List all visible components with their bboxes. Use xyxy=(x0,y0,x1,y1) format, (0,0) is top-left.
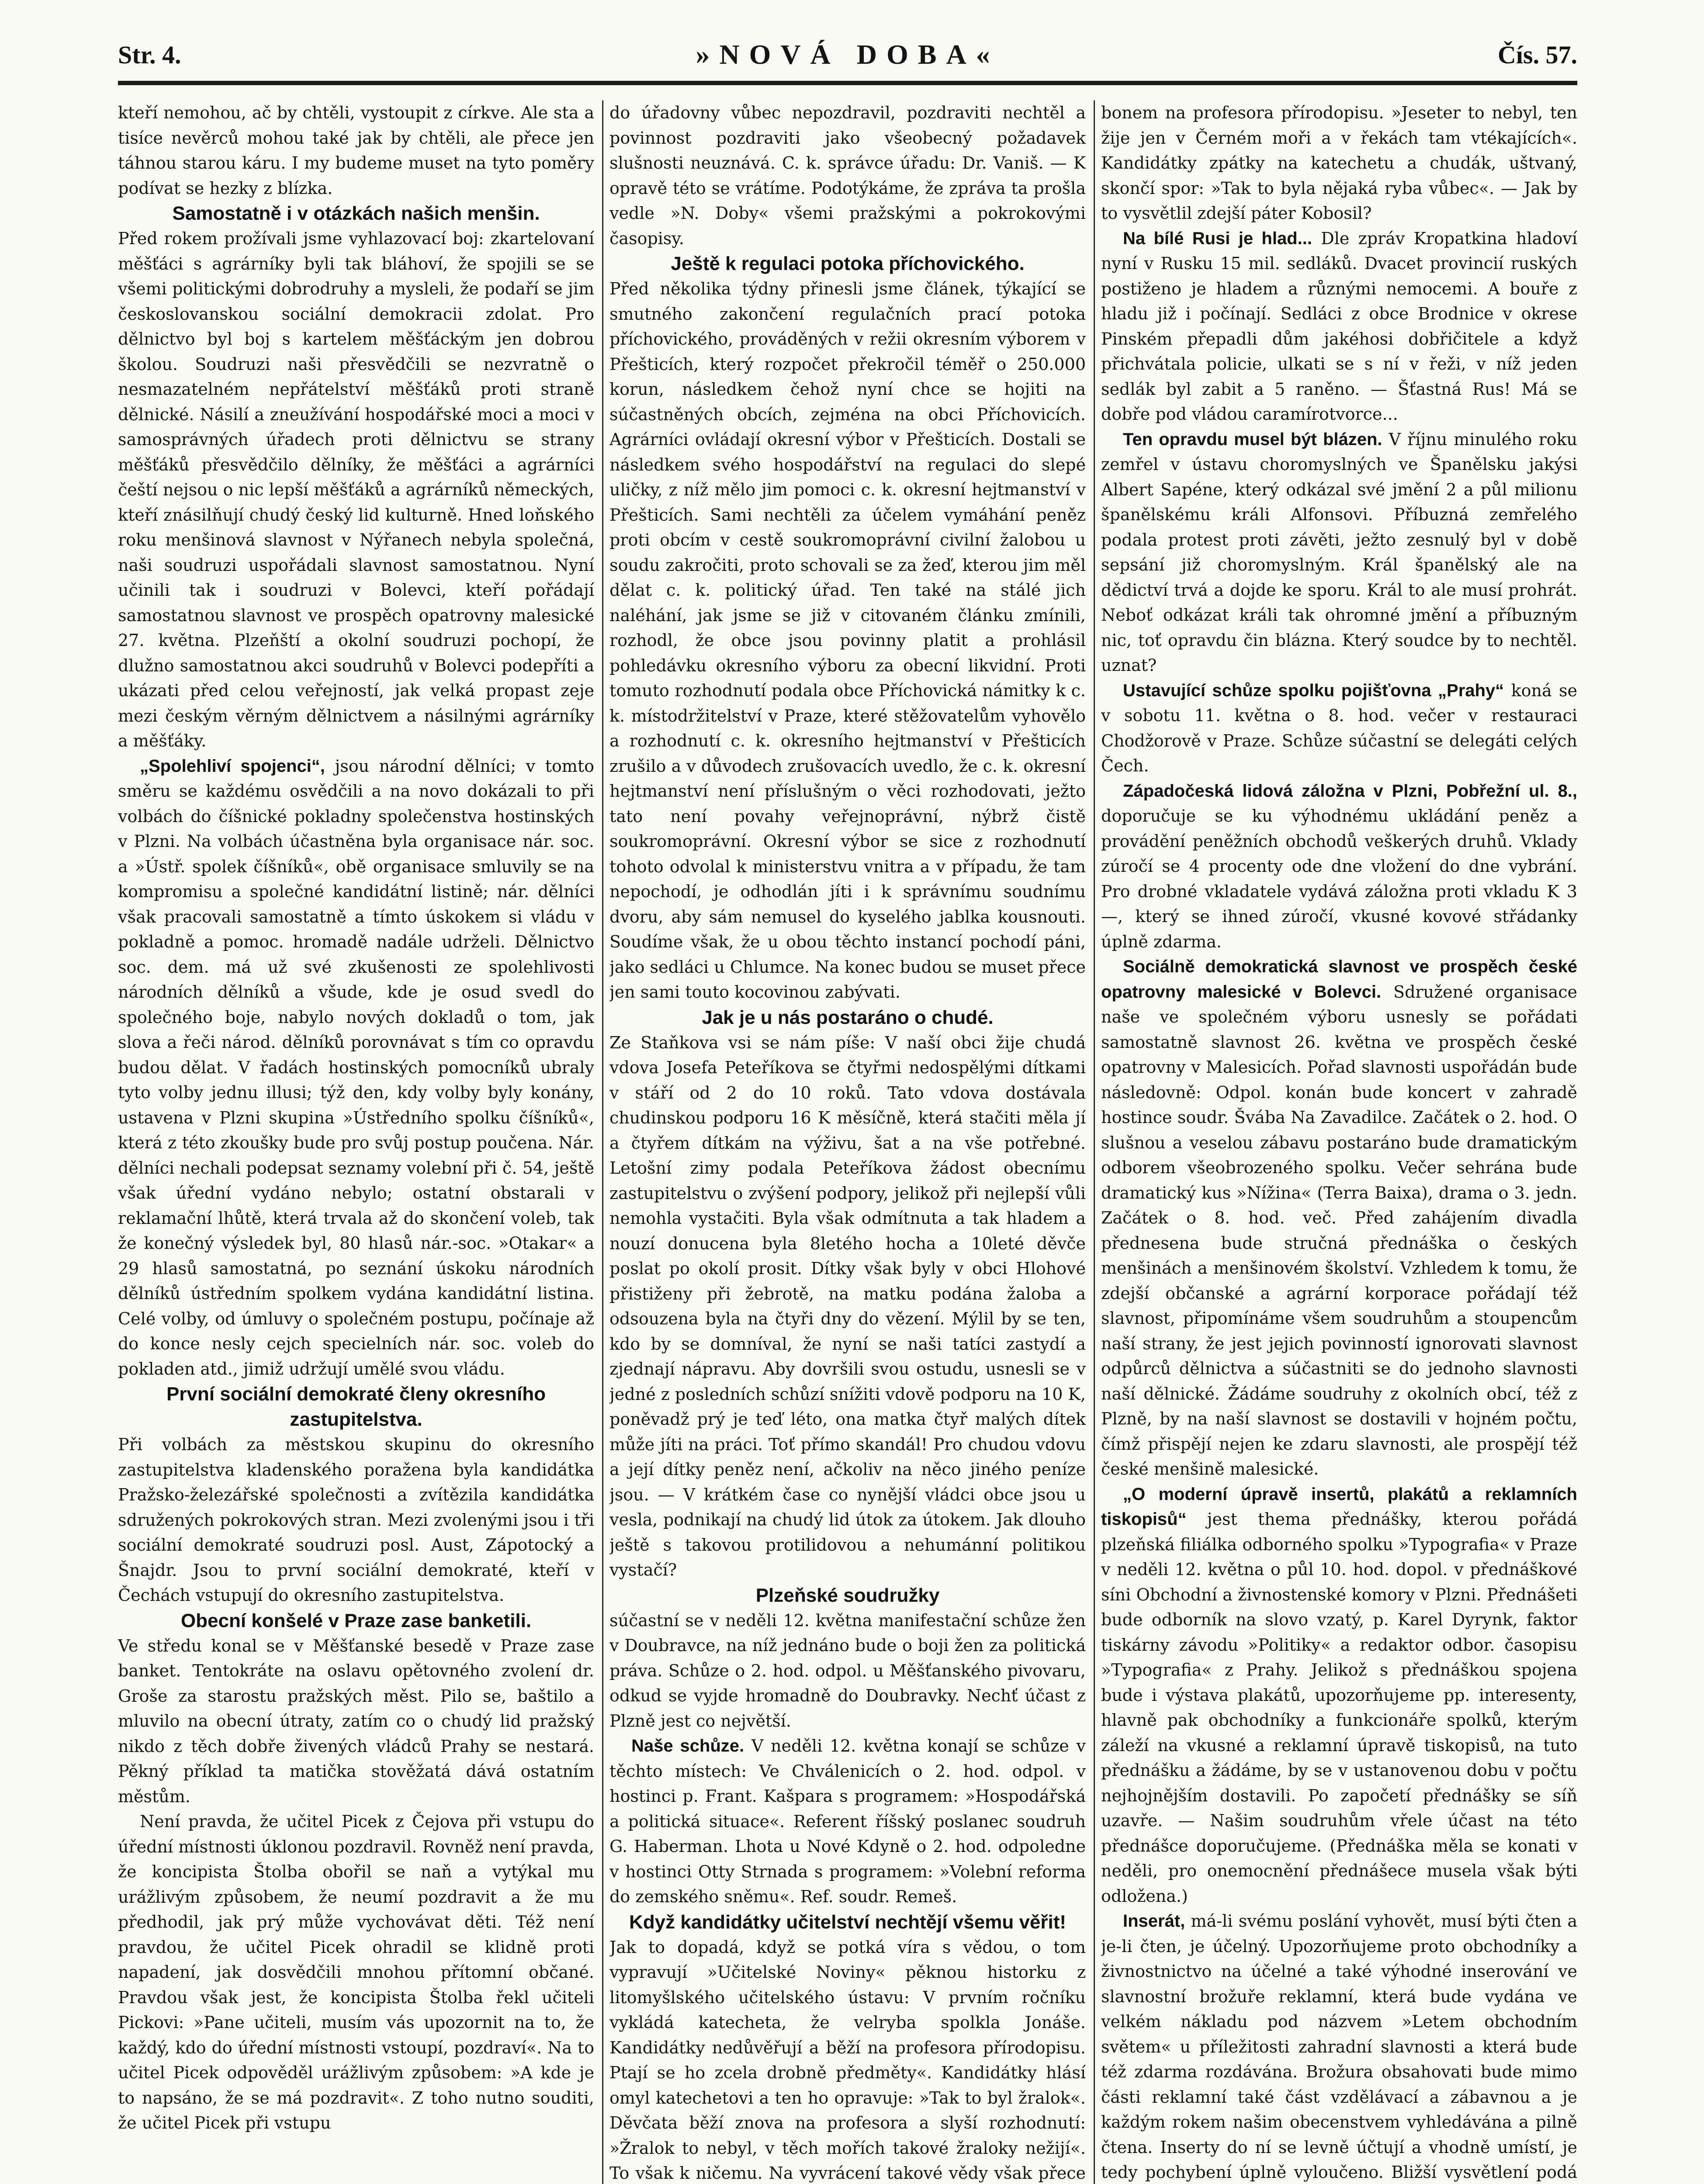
article-lead-title: Ustavující schůze spolku pojišťovna „Prahy“ xyxy=(1123,681,1504,700)
article-lead-title: Inserát, xyxy=(1123,1911,1185,1931)
article-heading: Plzeňské soudružky xyxy=(755,1584,940,1606)
article-paragraph xyxy=(610,1935,1086,2184)
article-text: jest thema přednášky, kterou pořádá plzeňská filiálka odborného spolku »Typografia« v Praze v neděli 12. května o půl 10. hod. dopol. v přednáškové síni Obchodní a živnostenské komory v Plzni. Přednášeti bude odborník na slovo vzatý, p. Karel Dyrynk, faktor tiskárny závodu »Politiky« a redaktor odbor. časopisu »Typografia« z Prahy. Jelikož s přednáškou spojena bude i výstava plakátů, upozorňujeme pp. interesenty, hlavně pak obchodníky a funkcionáře spolků, kterým záleží na vkusné a reklamní úpravě tiskopisů, na tuto přednášku a žádáme, by se v ustanovenou dobu v počtu nejhojnějším dostavili. Po započetí přednášky se síň uzavře. — Našim soudruhům vřele účast na této přednášce doporučujeme. (Přednáška měla se konati v neděli, pro onemocnění přednášece musela však býti odložena.) xyxy=(1101,1510,1577,1906)
article-text: koná se v sobotu 11. května o 8. hod. večer v restauraci Chodžorově v Praze. Schůze súčastní se delegáti celých Čech. xyxy=(1101,681,1577,775)
article-paragraph xyxy=(610,276,1086,1005)
article-lead-title: „Spolehliví spojenci“, xyxy=(140,756,325,776)
article-text: Sdružené organisace naše ve společném výboru usnesly se pořádati samostatně slavnost 26. května ve prospěch české opatrovny v Malesicích. Pořad slavnosti uspořádán bude následovně: Odpol. konán bude koncert v zahradě hostince soudr. Švába Na Zavadilce. Začátek o 2. hod. O slušnou a veselou zábavu postaráno bude dramatickým odborem všeobrozeného spolku. Večer sehrána bude dramatický kus »Nížina« (Terra Baixa), drama o 3. jedn. Začátek o 8. hod. več. Před zahájením divadla přednesena bude stručná přednáška o českých menšinách a menšinovém školství. Vzhledem k tomu, že zdejší občanské a agrární korporace pořádají též slavnost, připomínáme všem soudruhům a stoupencům naší strany, že jest jejich povinností ignorovati slavnost odpůrců dělnictva a súčastniti se do jednoho slavnosti naší dělnické. Žádáme soudruhy z okolních obcí, též z Plzně, by na naší slavnost se dostavili v hojném počtu, čímž přispějí nejen ke zdaru slavnosti, ale prospějí též české menšině malesické. xyxy=(1101,982,1577,1479)
article-heading: Samostatně i v otázkách našich menšin. xyxy=(172,203,540,224)
column-3 xyxy=(1101,100,1577,2184)
article-heading: Ještě k regulaci potoka příchovického. xyxy=(671,253,1025,274)
article-paragraph xyxy=(1101,954,1577,1482)
article-paragraph xyxy=(610,1734,1086,1910)
article-heading: Jak je u nás postaráno o chudé. xyxy=(702,1006,994,1028)
article-paragraph xyxy=(1101,678,1577,779)
article-text: Při volbách za městskou skupinu do okresního zastupitelstva kladenského poražena byla kandidátka Pražsko-železářské společnosti a zvítězila kandidátka sdružených pokrokových stran. Mezi zvolenými jsou i tři sociální demokraté soudruzi posl. Aust, Zápotocký a Šnajdr. Jsou to první sociální demokraté, kteří v Čechách vstupují do okresního zastupitelstva. xyxy=(118,1435,594,1605)
article-text: Ve středu konal se v Měšťanské besedě v Praze zase banket. Tentokráte na oslavu opětovného zvolení dr. Groše za starostu pražských měst. Pilo se, baštilo a mluvilo na obecní útraty, zatím co o chudý lid pražský nikdo z těch dobře živených vládců Prahy se nestará. Pěkný příklad ta matička stověžatá dává ostatním městům. xyxy=(118,1636,594,1806)
masthead-title: »NOVÁ DOBA« xyxy=(696,39,1000,70)
article-text: Ze Staňkova vsi se nám píše: V naší obci žije chudá vdova Josefa Peteříkova se čtyřmi nedospělými dítkami v stáří od 2 do 10 roků. Tato vdova dostávala chudinskou podporu 16 K měsíčně, která stačiti měla jí a čtyřem dítkám na výživu, šat a na vše potřebné. Letošní zimy podala Peteříkova žádost obecnímu zastupitelstvu o zvýšení podpory, jelikož při nejlepší vůli nemohla vystačiti. Byla však odmítnuta a tak hladem a nouzí donucena byla 8letého hocha a 10leté děvče poslat po okolí prosit. Dítky však byly v obci Hlohové přistiženy při žebrotě, na matku podána žaloba a odsouzena byla na čtyři dny do vězení. Mýlil by se ten, kdo by se domníval, že nyní se naši tatíci zastydí a zjednají nápravu. Aby dovršili svou ostudu, usnesli se v jedné z posledních schůzí snížiti vdově podporu na 10 K, poněvadž prý je teď léto, ona matka čtyř malých dítek může jíti na práci. Toť přímo skandál! Pro chudou vdovu a její dítky peněz není, ačkoliv na něco jiného peníze jsou. — V krátkém čase co nynější vládci obce jsou u vesla, podnikají na chudý lid útok za útokem. Jak dlouho ještě s takovou protilidovou a nehumánní politikou vystačí? xyxy=(610,1033,1086,1579)
article-paragraph xyxy=(118,1634,594,1810)
column-divider xyxy=(602,100,603,2184)
article-text: jsou národní dělníci; v tomto směru se každému osvědčili a na novo dokázali to při volbách do číšnické pokladny společenstva hostinských v Plzni. Na volbách účastněna byla organisace nár. soc. a »Ústř. spolek číšníků«, obě organisace smluvily se na kompromisu a společné kandidátní listině; nár. dělníci však pracovali samostatně a tímto úskokem si vládu v pokladně a pomoc. hromadě nadále udrželi. Dělnictvo soc. dem. má už své zkušenosti ze spolehlivosti národních dělníků a všude, kde je osud svedl do společného boje, nabylo nových dokladů o tom, jak slova a řeči národ. dělníků porovnávat s tím co opravdu budou dělat. V řadách hostinských pomocníků ubraly tyto volby jednu illusi; týž den, kdy volby byly konány, ustavena v Plzni skupina »Ústředního spolku číšníků«, která z této zkoušky bude pro svůj postup poučena. Nár. dělníci nechali podepsat seznamy volební při č. 54, ještě však úřední vydáno nebylo; ostatní obstarali v reklamační lhůtě, která trvala až do skončení voleb, tak že konečný výsledek byl, 80 hlasů nár.-soc. »Otakar« a 29 hlasů samostatná, po seznání úskoku národních dělníků ústředním spolkem vydána kandidátní listina. Celé volby, od úmluvy o společném postupu, počínaje až do konce nesly cejch specielních nár. soc. voleb do pokladen atd., jimiž udržují umělé svou vládu. xyxy=(118,756,594,1379)
column-1 xyxy=(118,100,594,2184)
article-text: Dle zpráv Kropatkina hladoví nyní v Rusku 15 mil. sedláků. Dvacet provincií ruských postiženo je hladem a různými nemocemi. A bouře z hladu již i počínají. Sedláci z obce Brodnice v okrese Pinském přepadli dům jakéhosi dobřičitele a když přichvátala policie, ulkati se s ní v řeži, v níž jeden sedlák byl zabit a 5 raněno. — Šťastná Rus! Má se dobře pod vládou caramírotvorce... xyxy=(1101,228,1577,424)
header-rule xyxy=(118,81,1577,85)
article-text: kteří nemohou, ač by chtěli, vystoupit z církve. Ale sta a tisíce nevěrců mohou také jak by chtěli, ale přece jen táhnou starou káru. I my budeme muset na tyto poměry podívat se hezky z blízka. xyxy=(118,103,594,198)
article-text: doporučuje se ku výhodnému ukládání peněz a provádění peněžních obchodů veškerých druhů. Vklady zúročí se 4 procenty ode dne vložení do dne vybrání. Pro drobné vkladatele vydává záložna proti vkladu K 3—, který se ihned zúročí, vkusné kovové střádanky úplně zdarma. xyxy=(1101,806,1577,951)
page-number: Str. 4. xyxy=(118,41,181,69)
article-text: V neděli 12. května konají se schůze v těchto místech: Ve Chválenicích o 2. hod. odpol. v hostinci p. Frant. Kašpara s programem: »Hospodářská a politická situace«. Referent říšský poslanec soudruh G. Haberman. Lhota u Nové Kdyně o 2. hod. odpoledne v hostinci Otty Strnada s programem: »Volební reforma do zemského sněmu«. Ref. soudr. Remeš. xyxy=(610,1736,1086,1906)
article-paragraph xyxy=(118,1809,594,2136)
article-paragraph xyxy=(1101,427,1577,678)
article-paragraph xyxy=(118,754,594,1382)
article-heading: První sociální demokraté členy okresního zastupitelstva. xyxy=(166,1383,546,1430)
article-heading: Když kandidátky učitelství nechtějí všemu věřit! xyxy=(629,1911,1067,1933)
article-paragraph xyxy=(1101,226,1577,427)
article-paragraph xyxy=(1101,1482,1577,1909)
article-paragraph xyxy=(118,1432,594,1608)
page-header xyxy=(118,35,1577,76)
article-lead-title: Naše schůze. xyxy=(631,1736,745,1755)
article-text: má-li svému poslání vyhovět, musí býti čten a je-li čten, je účelný. Upozorňujeme proto obchodníky a živnostnictvo na účelné a také výhodné inserování ve slavnostní brožuře reklamní, která bude vydána ve velkém nákladu pod názvem »Letem obchodním světem« u příležitosti zahradní slavnosti a která bude též zdarma rozdávána. Brožura obsahovati bude mimo části reklamní také část vzdělávací a zábavnou a je každým rokem našim obecenstvem vyhledávána a pilně čtena. Inserty do ní se levně účtují a vhodně umístí, je tedy pochybení úplně vyloučeno. Bližší vysvětlení podá xyxy=(1101,1911,1577,2182)
column-2 xyxy=(610,100,1086,2184)
article-paragraph xyxy=(1101,100,1577,226)
article-paragraph xyxy=(118,226,594,754)
article-paragraph xyxy=(610,100,1086,251)
article-text: Jak to dopadá, když se potká víra s vědou, o tom vypravují »Učitelské Noviny« pěknou historku z litomyšlského učitelského ústavu: V prvním ročníku vykládá katecheta, že velryba spolkla Jonáše. Kandidátky nedůvěřují a běží na profesora přírodopisu. Ptají se ho zcela drobně předměty«. Kandidátky hlásí omyl katechetovi a ten ho opravuje: »Tak to byl žralok«. Děvčata běží znova na profesora a slyší rozhodnutí: »Žralok to nebyl, v těch mořích takové žraloky nežijí«. To však k ničemu. Na vyvrácení takové vědy však přece xyxy=(610,1937,1086,2183)
article-paragraph xyxy=(1101,1909,1577,2184)
article-text: Není pravda, že učitel Picek z Čejova při vstupu do úřední místnosti úklonou pozdravil. Rovněž není pravda, že koncipista Štolba obořil se naň a vytýkal mu urážlivým způsobem, že neumí pozdravit a že mu předhodil, jak prý může vychovávat děti. Též není pravdou, že učitel Picek ohradil se klidně proti napadení, jak dosvědčili mnohou přítomní občané. Pravdou však jest, že koncipista Štolba řekl učiteli Pickovi: »Pane učiteli, musím vás upozornit na to, že každý, kdo do úřední místnosti vstoupí, pozdraví«. Na to učitel Picek odpověděl urážlivým způsobem: »A kde je to napsáno, že se má pozdravit«. Z toho nutno souditi, že učitel Picek při vstupu xyxy=(118,1812,594,2132)
article-text: súčastní se v neděli 12. května manifestační schůze žen v Doubravce, na níž jednáno bude o boji žen za politická práva. Schůze o 2. hod. odpol. u Měšťanského pivovaru, odkud se vyjde hromadně do Doubravky. Nechť účast z Plzně jest co největší. xyxy=(610,1610,1086,1731)
article-text: V říjnu minulého roku zemřel v ústavu choromyslných ve Španělsku jakýsi Albert Sapéne, který odkázal své jmění 2 a půl milionu španělskému králi Alfonsovi. Příbuzná zemřelého podala protest proti závěti, ježto zesnulý byl v době sepsání již choromyslným. Král španělský ale na dědictví trvá a dojde ke sporu. Král to ale musí prohrát. Neboť odkázat králi tak ohromné jmění a příbuzným nic, toť opravdu čin blázna. Který soudce by to nechtěl. uznat? xyxy=(1101,429,1577,675)
article-lead-title: Sociálně demokratická slavnost ve prospěch české opatrovny malesické v Bolevci. xyxy=(1101,957,1577,1002)
article-paragraph xyxy=(1101,779,1577,955)
article-text: Před několika týdny přinesli jsme článek, týkající se smutného zakončení regulačních prací potoka příchovického, prováděných v režii okresním výborem v Přešticích, který rozpočet překročil téměř o 250.000 korun, následkem čehož nyní chce se hojiti na súčastněných obcích, zejména na obci Příchovicích. Agrárníci ovládají okresní výbor v Přešticích. Dostali se následkem svého hospodářství na regulaci do slepé uličky, z níž mělo jim pomoci c. k. okresní hejtmanství v Přešticích. Sami nechtěli za účelem vymáhání peněz proti obcím v cestě soukromoprávní civilní žalobou u soudu zakročiti, proto schovali se za žeď, kterou jim měl dělat c. k. politický úřad. Ten také na stálé jich naléhání, jak jsme se již v citovaném článku zmínili, rozhodl, že obce jsou povinny platit a prohlásil pohledávku okresního výboru za obecní likvidní. Proti tomuto rozhodnutí podala obce Příchovická námitky k c. k. místodržitelství v Praze, které stěžovatelům vyhovělo a rozhodnutí c. k. okresního hejtmanství v Přešticích zrušilo a v důvodech zrušovacích uvedlo, že c. k. okresní hejtmanství není příslušným o věci rozhodovati, ježto tato není povahy veřejnoprávní, nýbrž čistě soukromoprávní. Okresní výbor se sice z rozhodnutí tohoto odvolal k ministerstvu vnitra a v případu, že tam nepochodí, je odhodlán jíti i k správnímu soudnímu dvoru, aby sám nemusel do kyselého jablka kousnouti. Soudíme však, že u obou těchto instancí pochodí páni, jako sedláci u Chlumce. Na konec budou se muset přece jen sami touto kocovinou zabývati. xyxy=(610,279,1086,1002)
article-paragraph xyxy=(610,1030,1086,1583)
article-lead-title: Západočeská lidová záložna v Plzni, Pobřežní ul. 8., xyxy=(1123,781,1577,801)
article-text: do úřadovny vůbec nepozdravil, pozdraviti nechtěl a povinnost pozdraviti jako všeobecný požadavek slušnosti neuznává. C. k. správce úřadu: Dr. Vaniš. — K opravě této se vrátíme. Podotýkáme, že zpráva ta prošla vedle »N. Doby« všemi pražskými a pokrokovými časopisy. xyxy=(610,103,1086,248)
article-paragraph xyxy=(610,1608,1086,1734)
article-text: Před rokem prožívali jsme vyhlazovací boj: zkartelovaní měšťáci s agrárníky byli tak bláhoví, že spojili se se všemi politickými dobrodruhy a mysleli, že podaří se jim českoslovanskou sociální demokracii zdolat. Pro dělnictvo byl boj s kartelem měšťáckým jen dobrou školou. Soudruzi naši přesvědčili se nezvratně o nesmazatelném nepřátelství měšťáků proti straně dělnické. Násilí a zneužívání hospodářské moci a moci v samosprávných úřadech proti dělnictvu se strany měšťáků přesvědčilo dělníky, že měšťáci a agrárníci čeští nejsou o nic lepší měšťáků a agrárníků německých, kteří znásilňují chudý český lid kulturně. Hned loňského roku menšinová slavnost v Nýřanech nebyla společná, naši soudruzi uspořádali slavnost samostatnou. Nyní učinili tak i soudruzi v Bolevci, kteří pořádají samostatnou slavnost ve prospěch opatrovny malesické 27. května. Plzeňští a okolní soudruzi pochopí, že dlužno samostatnou akci soudruhů v Bolevci podepříti a ukázati před celou veřejností, jak velká propast zeje mezi českým věrným dělnictvem a násilnými agrárníky a měšťáky. xyxy=(118,229,594,750)
article-lead-title: Na bílé Rusi je hlad... xyxy=(1123,228,1312,248)
article-lead-title: „O moderní úpravě insertů, plakátů a reklamních tiskopisů“ xyxy=(1101,1484,1577,1529)
article-lead-title: Ten opravdu musel být blázen. xyxy=(1123,429,1382,449)
column-divider xyxy=(1094,100,1095,2184)
issue-number: Čís. 57. xyxy=(1497,41,1577,69)
article-paragraph xyxy=(118,100,594,201)
article-heading: Obecní konšelé v Praze zase banketili. xyxy=(180,1610,532,1631)
article-text: bonem na profesora přírodopisu. »Jeseter to nebyl, ten žije jen v Černém moři a v řekách tam vtékajících«. Kandidátky zpátky na katechetu a chudák, uštvaný, skončí spor: »Tak to byla nějaká ryba vůbec«. — Jak by to vysvětlil zdejší páter Kobosil? xyxy=(1101,103,1577,223)
